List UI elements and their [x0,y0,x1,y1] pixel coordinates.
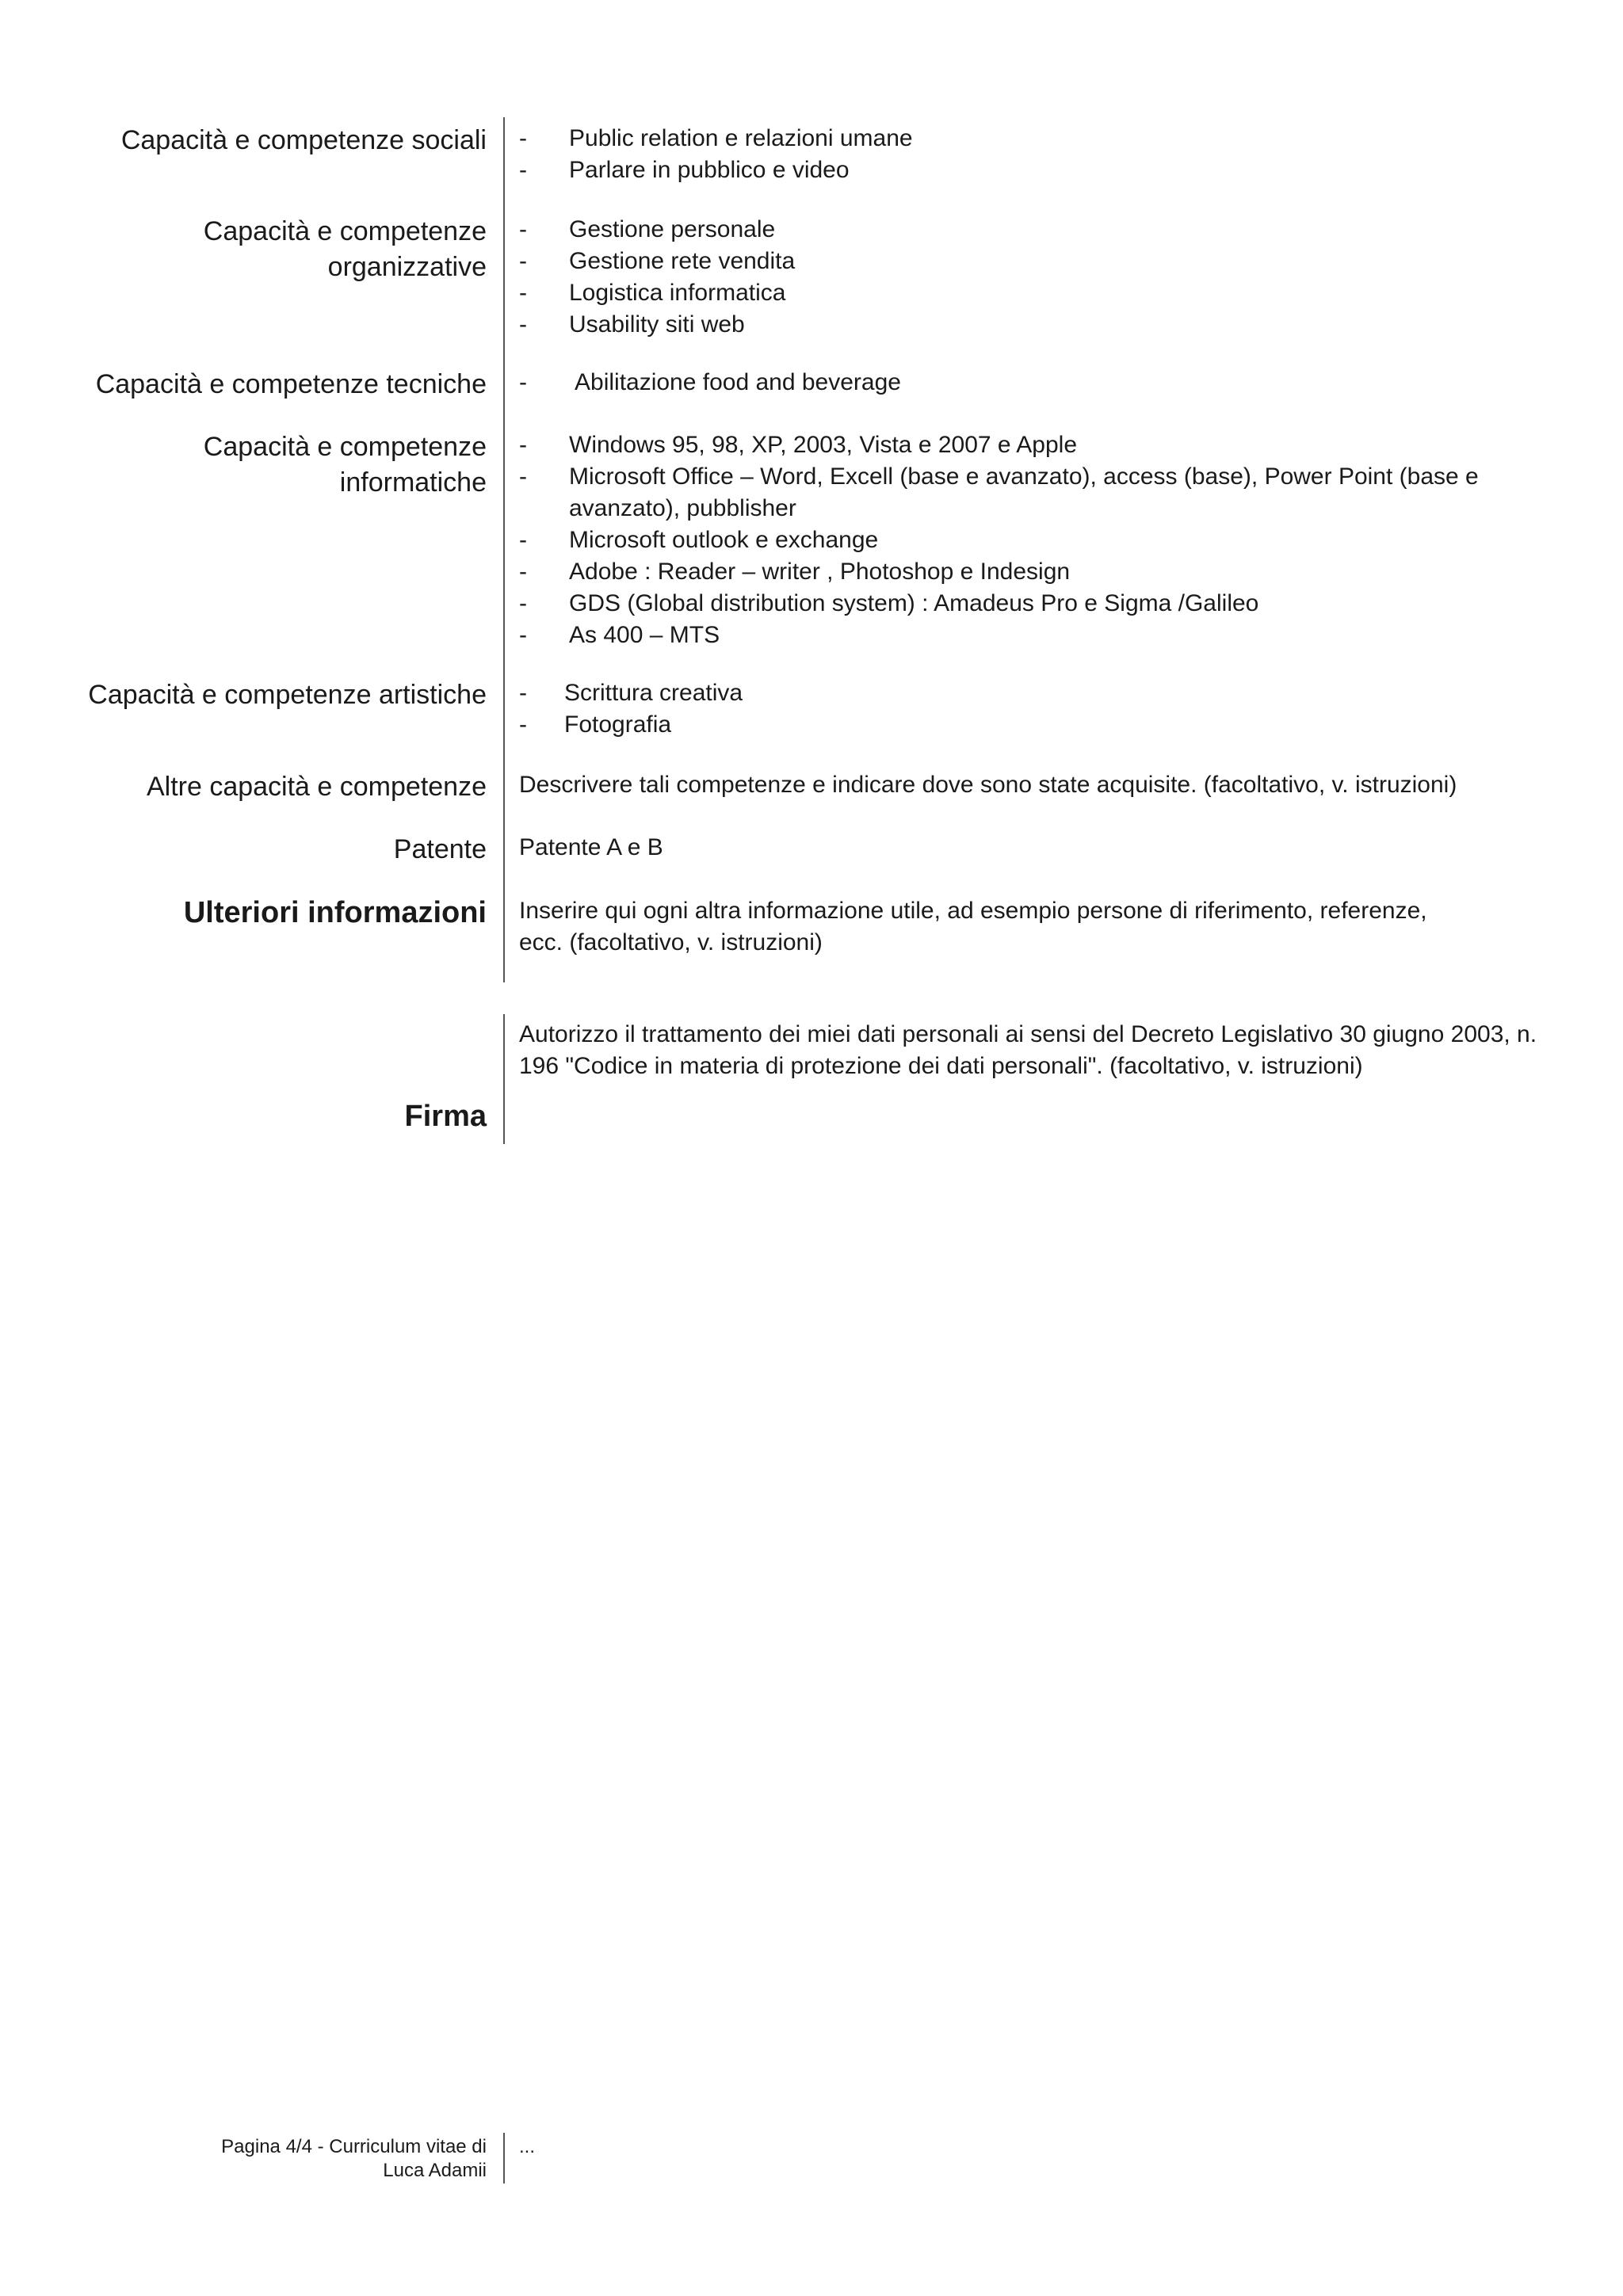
bullet-dash: - [519,559,527,585]
section-content-artistic [519,677,1581,741]
column-divider [503,117,505,982]
bullet-dash: - [519,280,527,306]
section-content-further: Inserire qui ogni altra informazione utile, ad esempio persone di riferimento, referenze, ecc. (facoltativo, v. istruzioni) [519,898,1427,955]
bullet-dash: - [519,248,527,274]
consent-text: Autorizzo il trattamento dei miei dati personali ai sensi del Decreto Legislativo 30 giugno 2003, n. 196 "Codice in materia di protezione dei dati personali". (facoltativo, v. istruzioni) [519,1021,1537,1079]
bullet-list [519,677,1581,741]
bullet-dash: - [519,711,527,738]
section-label-other: Altre capacità e competenze [146,772,487,802]
section-label-organizational: Capacità e competenze organizzative [203,216,487,282]
footer-ellipsis: ... [519,2136,536,2157]
signature-divider [503,1014,505,1144]
bullet-dash: - [519,432,527,458]
list-item: - Usability siti web [519,309,1581,341]
bullet-list [519,367,1581,399]
section-label-further: Ulteriori informazioni [183,896,487,929]
bullet-dash: - [519,527,527,553]
bullet-list [519,429,1581,651]
section-content-social [519,123,1581,186]
list-item: - Gestione personale [519,214,1581,246]
bullet-dash: - [519,157,527,183]
footer-divider [503,2133,505,2183]
list-item: - Adobe : Reader – writer , Photoshop e Indesign [519,556,1581,588]
list-item: - Microsoft outlook e exchange [519,524,1581,556]
section-label-social: Capacità e competenze sociali [120,125,487,155]
bullet-dash: - [519,216,527,242]
section-content-organizational [519,214,1581,341]
section-label-license: Patente [393,834,487,864]
list-item: - Microsoft Office – Word, Excell (base e avanzato), access (base), Power Point (base e avanzato), pubblisher [519,461,1504,524]
section-label-computer: Capacità e competenze informatiche [203,432,487,498]
footer-page-info: Pagina 4/4 - Curriculum vitae di Luca Adamii [221,2136,487,2181]
list-item: - Abilitazione food and beverage [519,367,1581,399]
bullet-dash: - [519,680,527,706]
bullet-dash: - [519,622,527,648]
section-content-technical [519,367,1581,399]
section-content-license: Patente A e B [519,834,663,860]
list-item: - Windows 95, 98, XP, 2003, Vista e 2007 e Apple [519,429,1581,461]
bullet-dash: - [519,590,527,616]
list-item: - As 400 – MTS [519,620,1581,651]
list-item: - Logistica informatica [519,277,1581,309]
bullet-dash: - [519,125,527,151]
list-item: - Scrittura creativa [519,677,1581,709]
bullet-list [519,123,1581,186]
section-label-technical: Capacità e competenze tecniche [95,369,487,399]
bullet-list [519,214,1581,341]
signature-label: Firma [404,1100,487,1133]
bullet-dash: - [519,463,527,490]
list-item: - Gestione rete vendita [519,246,1581,277]
section-content-other: Descrivere tali competenze e indicare dove sono state acquisite. (facoltativo, v. istruzioni) [519,772,1457,798]
bullet-dash: - [519,369,527,395]
section-label-artistic: Capacità e competenze artistiche [88,680,487,710]
list-item: - Parlare in pubblico e video [519,154,1581,186]
list-item: - GDS (Global distribution system) : Amadeus Pro e Sigma /Galileo [519,588,1581,620]
list-item: - Fotografia [519,709,1581,741]
bullet-dash: - [519,311,527,338]
list-item: - Public relation e relazioni umane [519,123,1581,154]
section-content-computer [519,429,1581,651]
